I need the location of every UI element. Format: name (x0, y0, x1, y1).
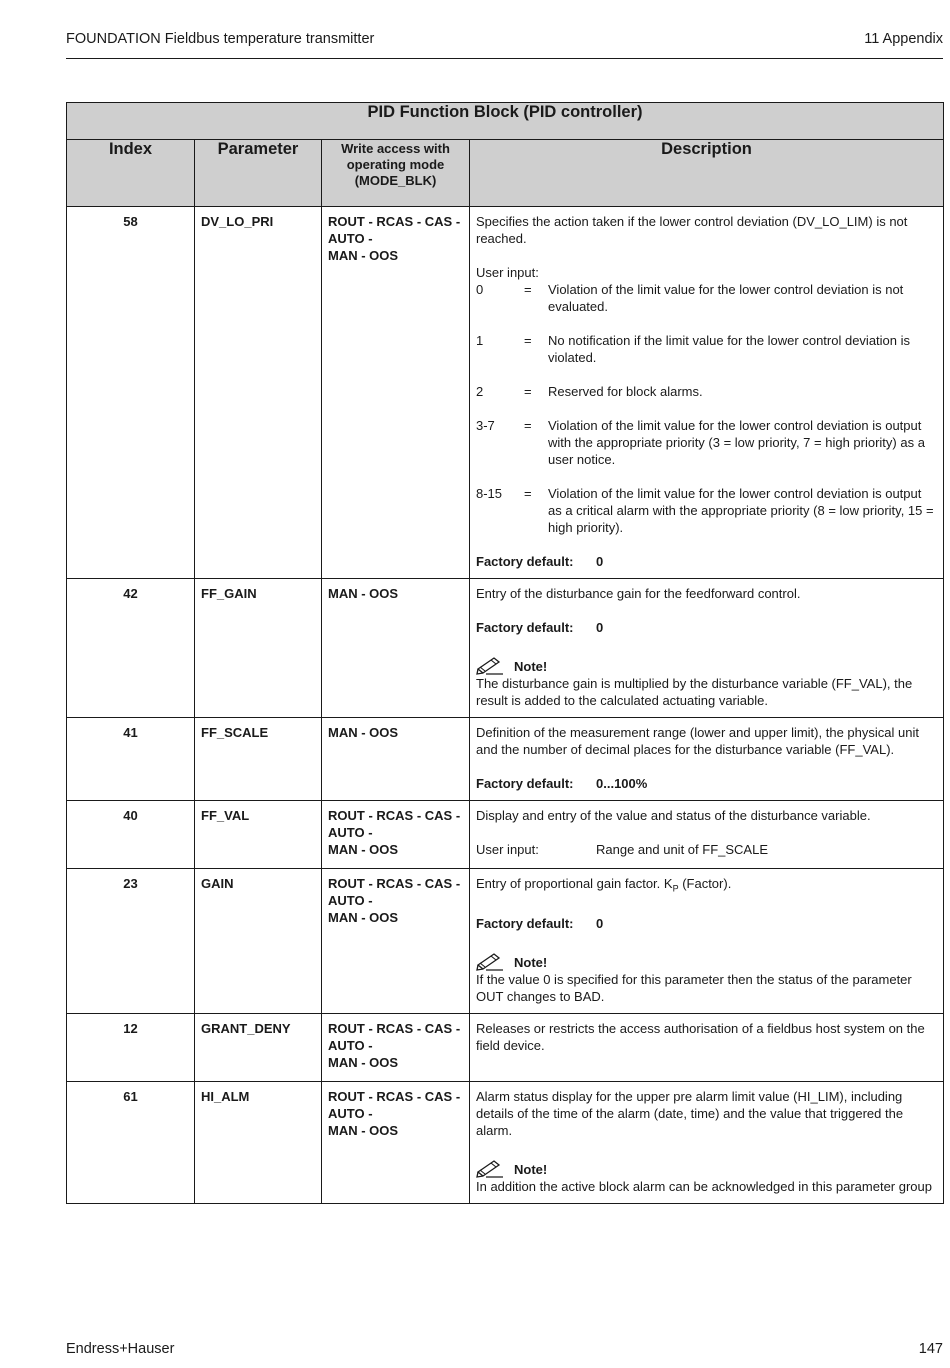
row-access (322, 1081, 470, 1203)
table-row (67, 207, 944, 579)
factory-default: Factory default: 0 (476, 554, 604, 569)
row-parameter: HI_ALM (195, 1081, 322, 1203)
page-header (66, 30, 943, 59)
access-line: MAN - OOS (328, 910, 399, 925)
column-header-description: Description (470, 140, 944, 207)
access-line: ROUT - RCAS - CAS - (328, 808, 461, 823)
pencil-note-icon (476, 951, 504, 971)
row-index: 12 (67, 1013, 195, 1081)
row-index: 61 (67, 1081, 195, 1203)
note-text: If the value 0 is specified for this parameter then the status of the parameter OUT changes to BAD. (476, 971, 912, 1004)
header-chapter: 11 Appendix (864, 31, 943, 47)
row-index: 23 (67, 869, 195, 1014)
access-line: AUTO - (328, 1105, 373, 1121)
row-description (470, 579, 944, 718)
pid-parameter-table (66, 102, 944, 1204)
access-line: MAN - OOS (328, 725, 399, 740)
footer-brand: Endress+Hauser (66, 1341, 175, 1357)
row-access (322, 1013, 470, 1081)
option-item: 0 = Violation of the limit value for the lower control deviation is not evaluated. (476, 282, 904, 314)
page-number: 147 (918, 1341, 943, 1357)
row-parameter: GAIN (195, 869, 322, 1014)
option-item: 1 = No notification if the limit value for the lower control deviation is violated. (476, 333, 911, 365)
row-parameter: DV_LO_PRI (195, 207, 322, 579)
note-text: The disturbance gain is multiplied by the disturbance variable (FF_VAL), the result is added to the calculated actuating variable. (476, 676, 913, 708)
table-row (67, 869, 944, 1014)
row-index: 41 (67, 718, 195, 801)
row-description (470, 801, 944, 869)
access-line: ROUT - RCAS - CAS - (328, 214, 461, 229)
table-row (67, 579, 944, 718)
row-parameter: FF_SCALE (195, 718, 322, 801)
access-line: MAN - OOS (328, 586, 399, 601)
access-line: AUTO - (328, 825, 373, 840)
row-access (322, 207, 470, 579)
access-line: ROUT - RCAS - CAS - (328, 1020, 461, 1036)
row-description (470, 869, 944, 1014)
row-parameter: FF_GAIN (195, 579, 322, 718)
row-description (470, 1013, 944, 1081)
pencil-note-icon (476, 1158, 504, 1178)
column-header-access: Write access with operating mode (MODE_BLK) (322, 140, 470, 207)
user-input: User input: Range and unit of FF_SCALE (476, 842, 768, 857)
row-parameter: FF_VAL (195, 801, 322, 869)
row-description (470, 718, 944, 801)
access-line: MAN - OOS (328, 1122, 399, 1138)
note-heading: Note! (476, 653, 937, 675)
row-index: 40 (67, 801, 195, 869)
factory-default: Factory default: 0 (476, 915, 604, 931)
factory-default: Factory default: 0 (476, 620, 604, 635)
access-line: ROUT - RCAS - CAS - (328, 1088, 461, 1104)
pencil-note-icon (476, 655, 504, 675)
column-header-index: Index (67, 140, 195, 207)
option-item: 2 = Reserved for block alarms. (476, 384, 703, 399)
row-access (322, 801, 470, 869)
row-access (322, 869, 470, 1014)
table-row (67, 1081, 944, 1203)
description-intro: Alarm status display for the upper pre alarm limit value (HI_LIM), including details of the time of the alarm (date, time) and the value that triggered the alarm. (476, 1088, 904, 1138)
table-row (67, 1013, 944, 1081)
user-input-label: User input: (476, 265, 539, 280)
description-intro: Specifies the action taken if the lower control deviation (DV_LO_LIM) is not reached. (476, 214, 908, 246)
description-intro: Releases or restricts the access authorisation of a fieldbus host system on the field device. (476, 1020, 925, 1053)
option-item: 8-15 = Violation of the limit value for the lower control deviation is output as a critical alarm with the appropriate priority (8 = low priority, 15 = high priority). (476, 486, 934, 535)
access-line: MAN - OOS (328, 1054, 399, 1070)
description-intro: Display and entry of the value and status of the disturbance variable. (476, 808, 871, 823)
row-index: 42 (67, 579, 195, 718)
access-line: MAN - OOS (328, 842, 399, 857)
access-line: AUTO - (328, 893, 373, 908)
row-index: 58 (67, 207, 195, 579)
row-parameter: GRANT_DENY (195, 1013, 322, 1081)
access-line: AUTO - (328, 231, 373, 246)
row-description (470, 207, 944, 579)
option-item: 3-7 = Violation of the limit value for the lower control deviation is output with the appropriate priority (3 = low priority, 7 = high priority) as a user notice. (476, 418, 925, 467)
table-row (67, 801, 944, 869)
header-document-title: FOUNDATION Fieldbus temperature transmitter (66, 31, 375, 47)
note-text: In addition the active block alarm can be acknowledged in this parameter group (476, 1178, 932, 1194)
table-row (67, 718, 944, 801)
note-heading: Note! (476, 949, 937, 971)
table-caption: PID Function Block (PID controller) (67, 103, 944, 140)
column-header-parameter: Parameter (195, 140, 322, 207)
factory-default: Factory default: 0...100% (476, 776, 648, 791)
access-line: AUTO - (328, 1037, 373, 1053)
description-intro: Entry of the disturbance gain for the feedforward control. (476, 586, 801, 601)
access-line: ROUT - RCAS - CAS - (328, 876, 461, 891)
row-access (322, 718, 470, 801)
row-access (322, 579, 470, 718)
access-line: MAN - OOS (328, 248, 399, 263)
description-intro: Entry of proportional gain factor. $K_P$ (Factor). (476, 876, 732, 894)
row-description (470, 1081, 944, 1203)
note-heading: Note! (476, 1156, 937, 1178)
description-intro: Definition of the measurement range (lower and upper limit), the physical unit and the number of decimal places for the disturbance variable (FF_VAL). (476, 725, 919, 757)
